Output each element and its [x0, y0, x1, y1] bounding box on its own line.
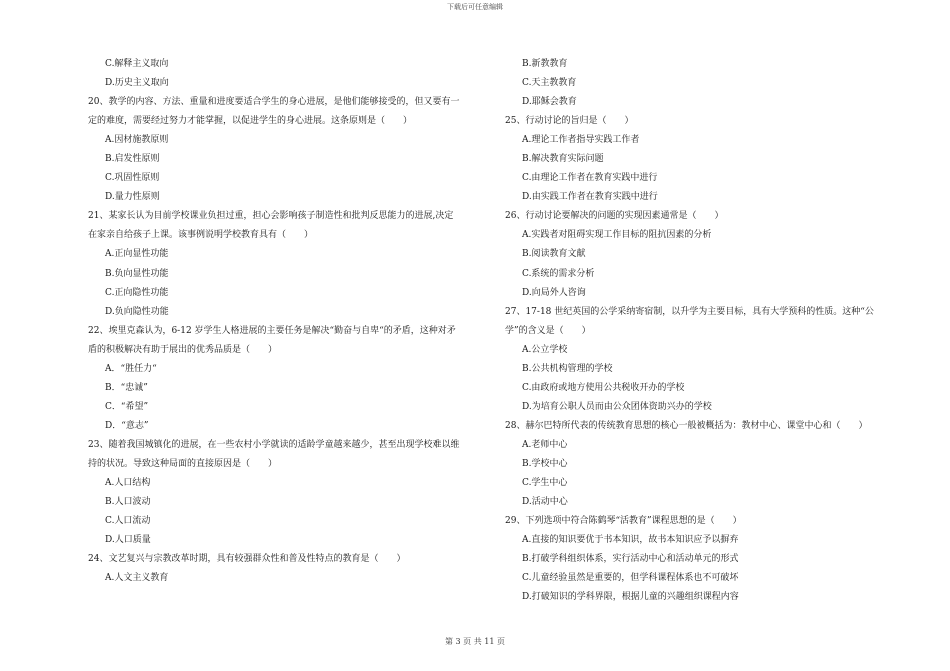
question-text-line: 盾的积极解决有助于展出的优秀品质是（ ）	[88, 344, 278, 355]
answer-option: C.巩固性原则	[105, 173, 160, 184]
page-footer: 第 3 页 共 11 页	[445, 637, 505, 646]
answer-option: A.正向显性功能	[105, 249, 169, 260]
answer-option: A.老师中心	[522, 439, 568, 450]
answer-option: C.人口流动	[105, 516, 151, 527]
answer-option: B．“忠诚”	[105, 382, 148, 393]
question-text-line: 在家亲自给孩子上课。该事例说明学校教育具有（ ）	[88, 230, 314, 241]
answer-option: B.负向显性功能	[105, 268, 169, 279]
right-column	[505, 55, 905, 607]
left-column	[88, 55, 490, 588]
page-header: 下载后可任意编辑	[447, 3, 503, 11]
answer-option: A．“胜任力“	[105, 363, 157, 374]
answer-option: C．“希望”	[105, 401, 149, 412]
question-text-line: 23、随着我国城镇化的进展，在一些农村小学就读的适龄学童越来越少，甚至出现学校难以维	[88, 439, 460, 450]
question-text-line: 24、文艺复兴与宗教改革时期，具有较强群众性和普及性特点的教育是（ ）	[88, 554, 406, 565]
question-text-line: 21、某家长认为目前学校课业负担过重，担心会影响孩子制造性和批判反思能力的进展,决定	[88, 211, 454, 222]
question-text-line: 学”的含义是（ ）	[505, 325, 591, 336]
answer-option: A.人口结构	[105, 478, 151, 489]
answer-option: A.实践者对阻碍实现工作目标的阻抗因素的分析	[522, 230, 712, 241]
answer-option: B.启发性原则	[105, 154, 160, 165]
answer-option: B.解决教育实际问题	[522, 154, 604, 165]
answer-option: D.向局外人咨询	[522, 287, 586, 298]
answer-option: B.阅读教育文献	[522, 249, 586, 260]
answer-option: D.打破知识的学科界限，根据儿童的兴趣组织课程内容	[522, 592, 739, 603]
answer-option: D.人口质量	[105, 535, 151, 546]
answer-option: C.由政府或地方使用公共税收开办的学校	[522, 382, 685, 393]
answer-option: B.学校中心	[522, 458, 568, 469]
question-text-line: 持的状况。导致这种局面的直接原因是（ ）	[88, 458, 278, 469]
answer-option: C.由理论工作者在教育实践中进行	[522, 173, 658, 184]
answer-option: C.系统的需求分析	[522, 268, 595, 279]
answer-option: C.正向隐性功能	[105, 287, 169, 298]
answer-option: C.儿童经验虽然是重要的，但学科课程体系也不可破坏	[522, 573, 739, 584]
answer-option: C.解释主义取向	[105, 59, 169, 69]
answer-option: B.新教教育	[522, 59, 568, 69]
question-text-line: 27、17-18 世纪英国的公学采纳寄宿制，以升学为主要目标，具有大学预科的性质。这种“公	[505, 306, 874, 317]
answer-option: A.直接的知识要优于书本知识，故书本知识应予以摒弃	[522, 535, 739, 546]
answer-option: D.负向隐性功能	[105, 306, 169, 317]
answer-option: C.天主教教育	[522, 78, 577, 89]
answer-option: D.历史主义取向	[105, 78, 169, 89]
answer-option: C.学生中心	[522, 478, 568, 489]
answer-option: D．“意志”	[105, 420, 149, 431]
question-text-line: 26、行动讨论要解决的问题的实现因素通常是（ ）	[505, 211, 724, 222]
answer-option: B.人口波动	[105, 497, 151, 508]
answer-option: D.为培育公职人员而由公众团体资助兴办的学校	[522, 401, 712, 412]
question-text-line: 定的难度，需要经过努力才能掌握，以促进学生的身心进展。这条原则是（ ）	[88, 116, 413, 127]
answer-option: A.因材施教原则	[105, 135, 169, 146]
question-text-line: 20、教学的内容、方法、重量和进度要适合学生的身心进展，是他们能够接受的，但又要有一	[88, 97, 460, 108]
answer-option: D.活动中心	[522, 497, 568, 508]
question-text-line: 25、行动讨论的旨归是（ ）	[505, 116, 634, 127]
answer-option: A.人文主义教育	[105, 573, 169, 584]
answer-option: B.公共机构管理的学校	[522, 363, 613, 374]
answer-option: D.由实践工作者在教育实践中进行	[522, 192, 658, 203]
question-text-line: 29、下列选项中符合陈鹤琴“活教育”课程思想的是（ ）	[505, 516, 742, 527]
question-text-line: 22、埃里克森认为，6-12 岁学生人格进展的主要任务是解决“勤奋与自卑“的矛盾，这种对矛	[88, 325, 456, 336]
answer-option: D.耶稣会教育	[522, 97, 577, 108]
answer-option: A.公立学校	[522, 344, 568, 355]
answer-option: A.理论工作者指导实践工作者	[522, 135, 640, 146]
answer-option: B.打破学科组织体系，实行活动中心和活动单元的形式	[522, 554, 739, 565]
answer-option: D.量力性原则	[105, 192, 160, 203]
question-text-line: 28、赫尔巴特所代表的传统教育思想的核心一般被概括为：教材中心、课堂中心和（ ）	[505, 420, 868, 431]
